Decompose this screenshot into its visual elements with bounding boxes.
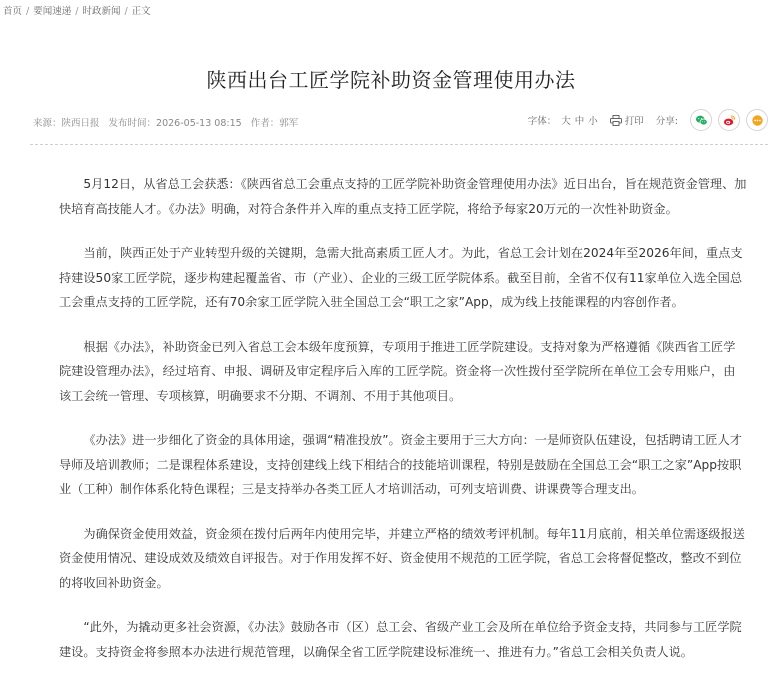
- print-label: 打印: [624, 116, 644, 127]
- breadcrumb-news-express[interactable]: 要闻速递: [33, 6, 72, 17]
- article-paragraph: 为确保资金使用效益，资金须在拨付后两年内使用完毕，并建立严格的绩效考评机制。每年11月底前，相关单位需逐级报送资金使用情况、建设成效及绩效自评报告。对于作用发挥不好、资金使用不规范的工匠学院，省总工会将督促整改，整改不到位的将收回补助资金。: [59, 526, 745, 590]
- article-paragraph: 当前，陕西正处于产业转型升级的关键期，急需大批高素质工匠人才。为此，省总工会计划在2024年至2026年间，重点支持建设50家工匠学院，逐步构建起覆盖省、市（产业）、企业的三级工匠学院体系。截至目前，全省不仅有11家单位入选全国总工会重点支持的工匠学院，还有70余家工匠学院入驻全国总工会“职工之家”App，成为线上技能课程的内容创作者。: [59, 246, 743, 309]
- breadcrumb: [3, 3, 151, 17]
- font-size-medium-button[interactable]: 中: [574, 116, 585, 127]
- breadcrumb-separator: /: [124, 6, 128, 17]
- article-paragraph: “此外，为撬动更多社会资源，《办法》鼓励各市（区）总工会、省级产业工会及所在单位给予资金支持，共同参与工匠学院建设。支持资金将参照本办法进行规范管理，以确保全省工匠学院建设标准统一、推进有力。”省总工会相关负责人说。: [59, 620, 742, 659]
- share-label: 分享:: [655, 116, 678, 127]
- wechat-icon: [695, 114, 708, 127]
- font-size-small-button[interactable]: 小: [588, 116, 598, 127]
- article-body: [59, 172, 747, 684]
- article-paragraph: 5月12日，从省总工会获悉：《陕西省总工会重点支持的工匠学院补助资金管理使用办法》近日出台，旨在规范资金管理、加快培育高技能人才。《办法》明确，对符合条件并入库的重点支持工匠学院，将给予每家20万元的一次性补助资金。: [59, 177, 747, 216]
- share-more-button[interactable]: [746, 109, 768, 131]
- more-share-icon: [751, 114, 764, 127]
- weibo-icon: [723, 114, 736, 127]
- font-size-large-button[interactable]: 大: [561, 116, 571, 127]
- article-publish-time: 发布时间：2026-05-13 08:15: [108, 118, 242, 129]
- print-button[interactable]: [610, 113, 644, 127]
- share-wechat-button[interactable]: [690, 109, 712, 131]
- breadcrumb-separator: /: [75, 6, 79, 17]
- article-source: 来源：陕西日报: [33, 118, 100, 129]
- breadcrumb-home[interactable]: 首页: [3, 6, 23, 17]
- meta-divider: [30, 144, 768, 145]
- article-title: 陕西出台工匠学院补助资金管理使用办法: [206, 68, 576, 92]
- breadcrumb-separator: /: [26, 6, 30, 17]
- article-paragraph: 《办法》进一步细化了资金的具体用途，强调“精准投放”。资金主要用于三大方向：一是师资队伍建设，包括聘请工匠人才导师及培训教师；二是课程体系建设，支持创建线上线下相结合的技能培训课程，特别是鼓励在全国总工会“职工之家”App按职业（工种）制作体系化特色课程；三是支持举办各类工匠人才培训活动，可列支培训费、讲课费等合理支出。: [59, 433, 742, 496]
- breadcrumb-politics-news[interactable]: 时政新闻: [82, 6, 121, 17]
- printer-icon: [610, 115, 622, 126]
- share-weibo-button[interactable]: [718, 109, 740, 131]
- article-toolbar: [528, 108, 768, 132]
- article-author: 作者：郭军: [250, 118, 299, 129]
- font-size-label: 字体：: [527, 116, 557, 127]
- article-meta: [33, 115, 304, 129]
- article-paragraph: 根据《办法》，补助资金已列入省总工会本级年度预算，专项用于推进工匠学院建设。支持对象为严格遵循《陕西省工匠学院建设管理办法》，经过培育、申报、调研及审定程序后入库的工匠学院。资金将一次性拨付至学院所在单位工会专用账户，由该工会统一管理、专项核算，明确要求不分期、不调剂、不用于其他项目。: [59, 339, 736, 403]
- breadcrumb-current: 正文: [131, 6, 151, 17]
